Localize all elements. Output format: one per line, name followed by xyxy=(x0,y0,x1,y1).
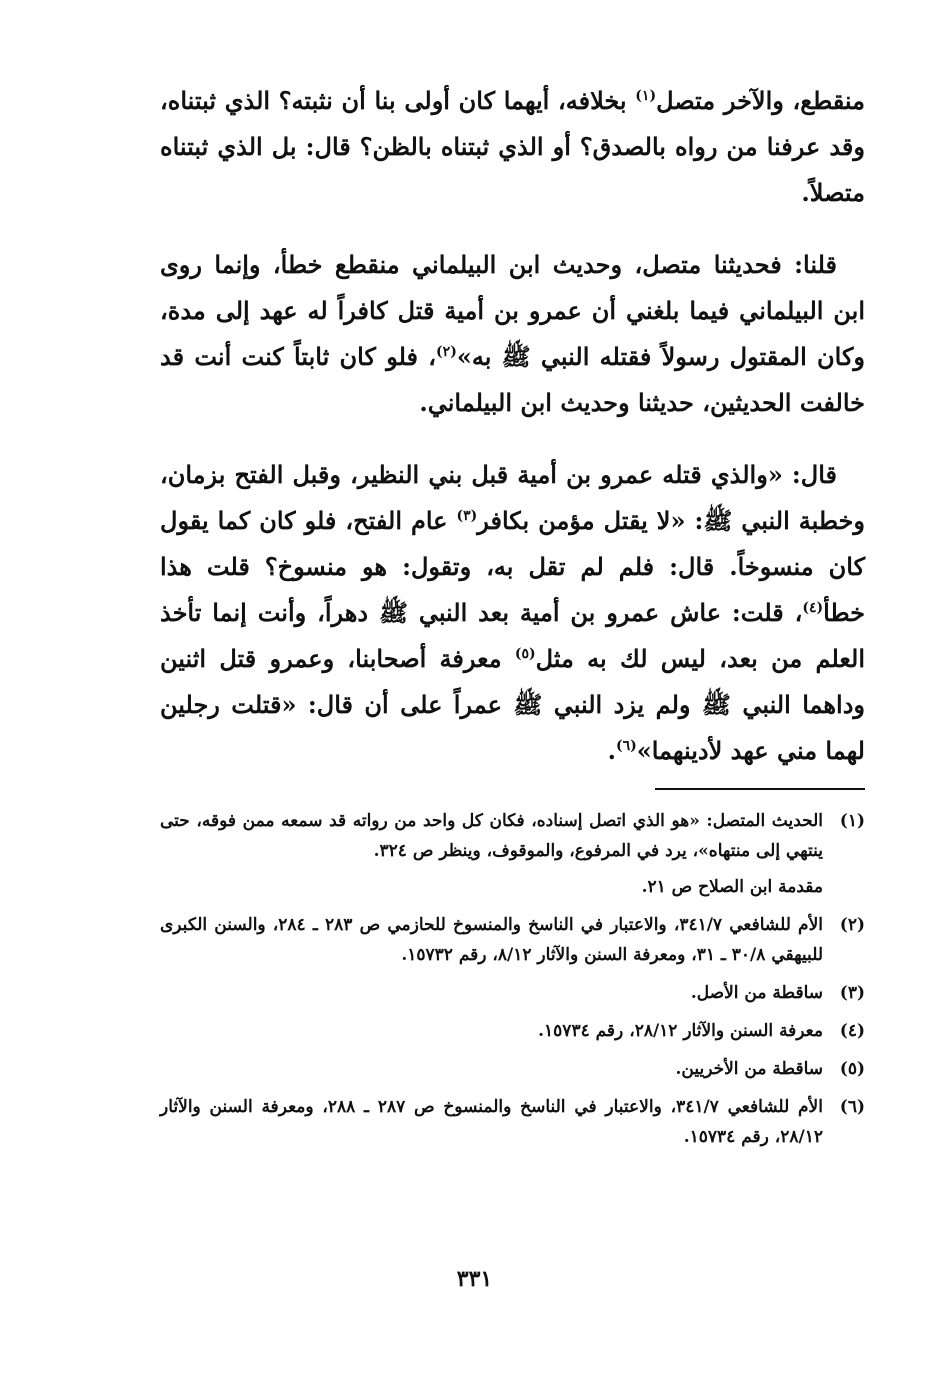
paragraph-2 xyxy=(160,242,865,426)
footnote-number: (١) xyxy=(839,811,865,831)
footnote-2 xyxy=(160,910,865,970)
paragraph-3-text-e: . xyxy=(607,736,616,765)
footnote-ref-1: (١) xyxy=(635,88,657,104)
paragraph-3-text-d: معرفة أصحابنا، وعمرو قتل اثنين وداهما النبي ﷺ ولم يزد النبي ﷺ عمراً على أن قال: «قتلت رجلين لهما مني عهد لأدينهما» xyxy=(160,644,865,765)
footnote-number: (٥) xyxy=(839,1059,865,1079)
footnote-ref-5: (٥) xyxy=(514,646,536,662)
footnote-ref-2: (٢) xyxy=(436,344,457,360)
paragraph-1 xyxy=(160,78,865,216)
footnote-separator xyxy=(655,788,865,790)
footnote-text: ساقطة من الأصل. xyxy=(690,983,823,1003)
footnote-number: (٢) xyxy=(839,915,865,935)
footnote-1 xyxy=(160,806,865,902)
footnote-text: الأم للشافعي ٣٤١/٧، والاعتبار في الناسخ والمنسوخ للحازمي ص ٢٨٣ ـ ٢٨٤، والسنن الكبرى للبيهقي ٣٠/٨ ـ ٣١، ومعرفة السنن والآثار ٨/١٢، رقم ١٥٧٣٢. xyxy=(160,915,823,965)
footnote-3 xyxy=(160,978,865,1008)
footnotes xyxy=(160,806,865,1160)
footnote-text: ساقطة من الأخريين. xyxy=(675,1059,823,1079)
footnote-number: (٣) xyxy=(839,983,865,1003)
footnote-number: (٤) xyxy=(839,1021,865,1041)
footnote-number: (٦) xyxy=(839,1097,865,1117)
footnote-text-continued: مقدمة ابن الصلاح ص ٢١. xyxy=(641,877,823,897)
footnote-ref-4: (٤) xyxy=(802,600,824,616)
paragraph-1-text-b: بخلافه، أيهما كان أولى بنا أن نثبته؟ الذي ثبتناه، وقد عرفنا من رواه بالصدق؟ أو الذي ثبتناه بالظن؟ قال: بل الذي ثبتناه متصلاً. xyxy=(160,86,865,207)
page-number: ٣٣١ xyxy=(456,1266,493,1292)
paragraph-3-text-b: عام الفتح، فلو كان كما يقول كان منسوخاً. قال: فلم لم تقل به، وتقول: هو منسوخ؟ قلت هذا خطأ xyxy=(160,506,865,627)
paragraph-3-text-a: قال: «والذي قتله عمرو بن أمية قبل بني النظير، وقبل الفتح بزمان، وخطبة النبي ﷺ: «لا يقتل مؤمن بكافر xyxy=(160,460,865,535)
footnote-4 xyxy=(160,1016,865,1046)
paragraph-3-text-c: ، قلت: عاش عمرو بن أمية بعد النبي ﷺ دهراً، وأنت إنما تأخذ العلم من بعد، ليس لك به مثل xyxy=(160,598,865,673)
footnote-5 xyxy=(160,1054,865,1084)
paragraph-2-text-b: ، فلو كان ثابتاً كنت أنت قد خالفت الحديثين، حديثنا وحديث ابن البيلماني. xyxy=(160,342,865,417)
main-text xyxy=(160,78,865,800)
paragraph-3 xyxy=(160,452,865,774)
footnote-ref-3: (٣) xyxy=(456,508,478,524)
paragraph-1-text-a: منقطع، والآخر متصل xyxy=(656,86,865,115)
footnote-ref-6: (٦) xyxy=(615,738,637,754)
footnote-6 xyxy=(160,1092,865,1152)
paragraph-2-text-a: قلنا: فحديثنا متصل، وحديث ابن البيلماني منقطع خطأ، وإنما روى ابن البيلماني فيما بلغني أن عمرو بن أمية قتل كافراً له عهد إلى مدة، وكان المقتول رسولاً فقتله النبي ﷺ به» xyxy=(160,250,865,371)
footnote-text xyxy=(160,806,823,902)
footnote-text: الأم للشافعي ٣٤١/٧، والاعتبار في الناسخ والمنسوخ ص ٢٨٧ ـ ٢٨٨، ومعرفة السنن والآثار ٢٨/١٢، رقم ١٥٧٣٤. xyxy=(160,1097,823,1147)
footnote-text-main: الحديث المتصل: «هو الذي اتصل إسناده، فكان كل واحد من رواته قد سمعه ممن فوقه، حتى ينتهي إلى منتهاه»، يرد في المرفوع، والموقوف، وينظر ص ٣٢٤. xyxy=(160,811,823,861)
footnote-text: معرفة السنن والآثار ٢٨/١٢، رقم ١٥٧٣٤. xyxy=(538,1021,823,1041)
